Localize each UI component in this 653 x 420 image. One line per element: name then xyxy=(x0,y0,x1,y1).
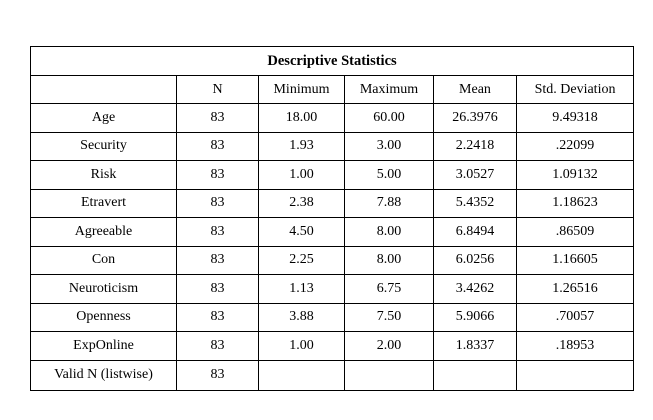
cell-mean: 6.8494 xyxy=(434,218,517,247)
table-row xyxy=(31,132,634,161)
header-cell-n: N xyxy=(177,76,259,104)
row-label: Risk xyxy=(31,161,177,190)
cell-maximum: 6.75 xyxy=(345,275,434,304)
table-row xyxy=(31,246,634,275)
cell-n: 83 xyxy=(177,246,259,275)
cell-maximum: 8.00 xyxy=(345,218,434,247)
cell-std-deviation: .22099 xyxy=(517,132,634,161)
row-label: ExpOnline xyxy=(31,332,177,361)
cell-mean: 1.8337 xyxy=(434,332,517,361)
cell-mean: 3.4262 xyxy=(434,275,517,304)
cell-std-deviation: 1.16605 xyxy=(517,246,634,275)
cell-mean: 5.9066 xyxy=(434,303,517,332)
header-cell-minimum: Minimum xyxy=(259,76,345,104)
cell-maximum: 7.88 xyxy=(345,189,434,218)
cell-std-deviation xyxy=(517,360,634,390)
table-row xyxy=(31,104,634,133)
cell-maximum: 8.00 xyxy=(345,246,434,275)
cell-maximum: 3.00 xyxy=(345,132,434,161)
cell-n: 83 xyxy=(177,189,259,218)
row-label: Con xyxy=(31,246,177,275)
cell-std-deviation: 1.09132 xyxy=(517,161,634,190)
cell-n: 83 xyxy=(177,132,259,161)
cell-std-deviation: .70057 xyxy=(517,303,634,332)
cell-std-deviation: 1.18623 xyxy=(517,189,634,218)
cell-minimum: 2.25 xyxy=(259,246,345,275)
cell-minimum: 18.00 xyxy=(259,104,345,133)
header-row xyxy=(31,76,634,104)
cell-std-deviation: .18953 xyxy=(517,332,634,361)
cell-minimum: 2.38 xyxy=(259,189,345,218)
descriptive-statistics-table xyxy=(30,46,634,391)
row-label: Etravert xyxy=(31,189,177,218)
header-cell-label xyxy=(31,76,177,104)
header-cell-maximum: Maximum xyxy=(345,76,434,104)
cell-n: 83 xyxy=(177,161,259,190)
cell-maximum xyxy=(345,360,434,390)
cell-std-deviation: 1.26516 xyxy=(517,275,634,304)
cell-n: 83 xyxy=(177,303,259,332)
cell-maximum: 7.50 xyxy=(345,303,434,332)
cell-minimum: 3.88 xyxy=(259,303,345,332)
table-row xyxy=(31,218,634,247)
cell-n: 83 xyxy=(177,360,259,390)
table-row xyxy=(31,303,634,332)
cell-n: 83 xyxy=(177,275,259,304)
row-label: Age xyxy=(31,104,177,133)
cell-mean: 3.0527 xyxy=(434,161,517,190)
cell-std-deviation: 9.49318 xyxy=(517,104,634,133)
cell-minimum: 1.00 xyxy=(259,161,345,190)
cell-n: 83 xyxy=(177,332,259,361)
table-row xyxy=(31,161,634,190)
cell-std-deviation: .86509 xyxy=(517,218,634,247)
cell-maximum: 5.00 xyxy=(345,161,434,190)
cell-minimum: 1.13 xyxy=(259,275,345,304)
cell-mean xyxy=(434,360,517,390)
table-row xyxy=(31,275,634,304)
header-cell-std-deviation: Std. Deviation xyxy=(517,76,634,104)
cell-minimum: 1.93 xyxy=(259,132,345,161)
row-label: Agreeable xyxy=(31,218,177,247)
cell-n: 83 xyxy=(177,218,259,247)
cell-mean: 5.4352 xyxy=(434,189,517,218)
cell-maximum: 60.00 xyxy=(345,104,434,133)
cell-maximum: 2.00 xyxy=(345,332,434,361)
cell-minimum xyxy=(259,360,345,390)
table-row xyxy=(31,189,634,218)
table-row xyxy=(31,360,634,390)
table-row xyxy=(31,332,634,361)
header-cell-mean: Mean xyxy=(434,76,517,104)
cell-minimum: 1.00 xyxy=(259,332,345,361)
cell-minimum: 4.50 xyxy=(259,218,345,247)
table-title: Descriptive Statistics xyxy=(31,47,634,76)
cell-n: 83 xyxy=(177,104,259,133)
cell-mean: 2.2418 xyxy=(434,132,517,161)
row-label: Neuroticism xyxy=(31,275,177,304)
row-label: Openness xyxy=(31,303,177,332)
row-label: Security xyxy=(31,132,177,161)
cell-mean: 26.3976 xyxy=(434,104,517,133)
cell-mean: 6.0256 xyxy=(434,246,517,275)
row-label: Valid N (listwise) xyxy=(31,360,177,390)
